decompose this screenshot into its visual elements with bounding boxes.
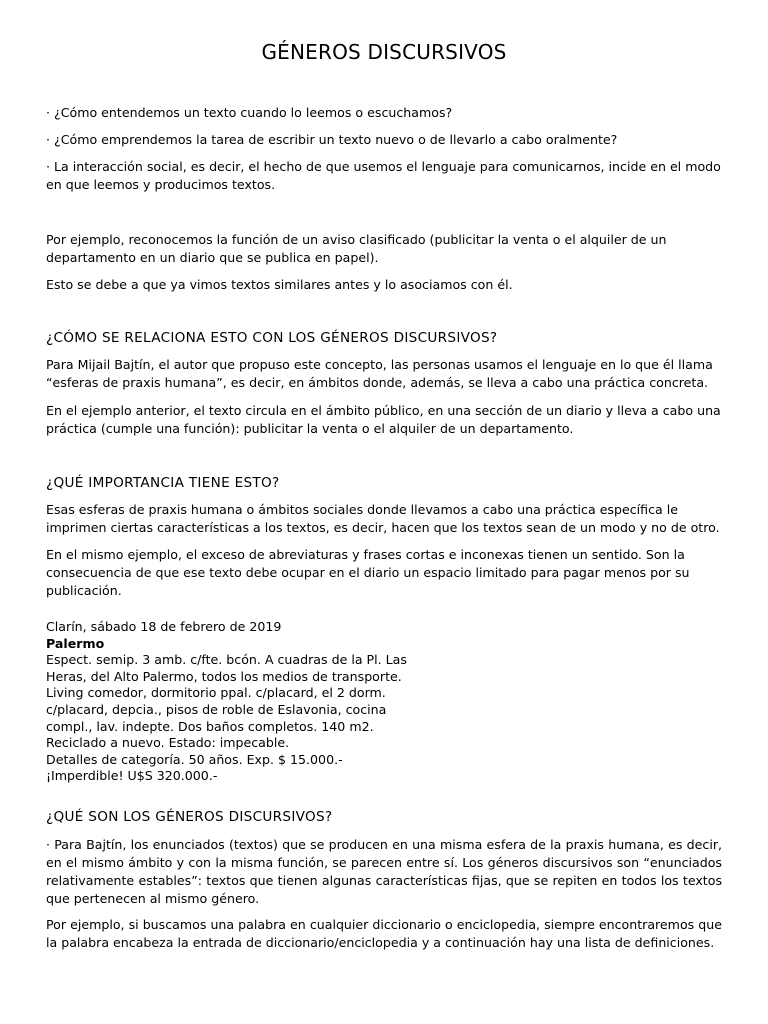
ad-heading: Palermo xyxy=(46,635,105,651)
ad-line: Espect. semip. 3 amb. c/fte. bcón. A cuadras de la Pl. Las xyxy=(46,652,407,668)
example-paragraph-2: Esto se debe a que ya vimos textos similares antes y lo asociamos con él. xyxy=(46,277,513,292)
section-heading-definition: ¿QUÉ SON LOS GÉNEROS DISCURSIVOS? xyxy=(46,809,333,825)
ad-line: ¡Imperdible! U$S 320.000.- xyxy=(46,768,218,784)
section-paragraph: En el ejemplo anterior, el texto circula en el ámbito público, en una sección de un diario y lleva a cabo una práctica (cumple una función): publicitar la venta o el alquiler de un departamento. xyxy=(46,403,721,436)
section-heading-relation: ¿CÓMO SE RELACIONA ESTO CON LOS GÉNEROS DISCURSIVOS? xyxy=(46,330,498,346)
ad-line: c/placard, depcia., pisos de roble de Eslavonia, cocina xyxy=(46,701,387,717)
intro-question-1: · ¿Cómo entendemos un texto cuando lo leemos o escuchamos? xyxy=(46,105,453,120)
section-paragraph: · Para Bajtín, los enunciados (textos) que se producen en una misma esfera de la praxis humana, es decir, en el mismo ámbito y con la misma función, se parecen entre sí. Los géneros discursivos son “enunciados relativamente estables”: textos que tienen algunas características fijas, que se repiten en todos los textos que pertenecen al mismo género. xyxy=(46,837,722,906)
ad-line: Reciclado a nuevo. Estado: impecable. xyxy=(46,735,290,751)
page-title: GÉNEROS DISCURSIVOS xyxy=(261,40,507,64)
ad-line: Living comedor, dormitorio ppal. c/placard, el 2 dorm. xyxy=(46,685,386,701)
classified-ad xyxy=(46,619,407,785)
ad-line: Detalles de categoría. 50 años. Exp. $ 15.000.- xyxy=(46,751,343,767)
section-paragraph: Esas esferas de praxis humana o ámbitos sociales donde llevamos a cabo una práctica específica le imprimen ciertas características a los textos, es decir, hacen que los textos sean de un modo y no de otro. xyxy=(46,502,720,535)
ad-source: Clarín, sábado 18 de febrero de 2019 xyxy=(46,619,282,634)
ad-line: compl., lav. indepte. Dos baños completos. 140 m2. xyxy=(46,718,374,734)
section-paragraph: Por ejemplo, si buscamos una palabra en cualquier diccionario o enciclopedia, siempre encontraremos que la palabra encabeza la entrada de diccionario/enciclopedia y a continuación hay una lista de definiciones. xyxy=(46,917,722,950)
ad-line: Heras, del Alto Palermo, todos los medios de transporte. xyxy=(46,668,402,684)
intro-question-2: · ¿Cómo emprendemos la tarea de escribir un texto nuevo o de llevarlo a cabo oralmente? xyxy=(46,132,618,147)
example-paragraph: Por ejemplo, reconocemos la función de un aviso clasificado (publicitar la venta o el alquiler de un departamento en un diario que se publica en papel). xyxy=(46,232,667,265)
section-paragraph: Para Mijail Bajtín, el autor que propuso este concepto, las personas usamos el lenguaje en lo que él llama “esferas de praxis humana”, es decir, en ámbitos donde, además, se lleva a cabo una práctica concreta. xyxy=(46,357,713,390)
intro-statement: · La interacción social, es decir, el hecho de que usemos el lenguaje para comunicarnos, incide en el modo en que leemos y producimos textos. xyxy=(46,159,721,192)
section-heading-importance: ¿QUÉ IMPORTANCIA TIENE ESTO? xyxy=(46,475,280,491)
section-paragraph: En el mismo ejemplo, el exceso de abreviaturas y frases cortas e inconexas tienen un sentido. Son la consecuencia de que ese texto debe ocupar en el diario un espacio limitado para pagar menos por su publicación. xyxy=(46,547,690,598)
